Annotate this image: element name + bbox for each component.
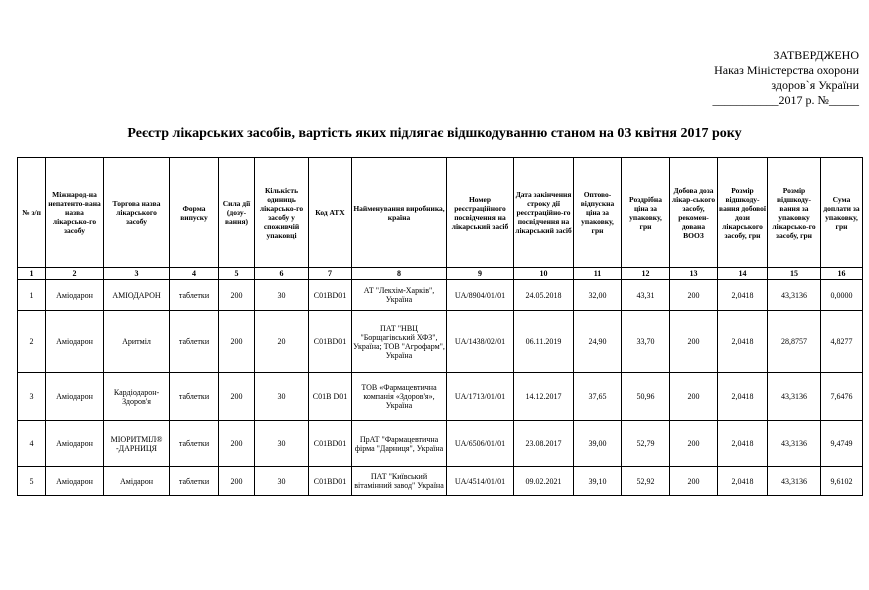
- table-cell: 14.12.2017: [514, 373, 574, 421]
- table-cell: 52,79: [622, 421, 670, 467]
- column-number-cell: 16: [821, 268, 863, 280]
- column-number-cell: 13: [670, 268, 718, 280]
- header-cell: Роздрібна ціна за упаковку, грн: [622, 158, 670, 268]
- table-cell: МІОРИТМІЛ® -ДАРНИЦЯ: [104, 421, 170, 467]
- table-cell: UA/4514/01/01: [447, 467, 514, 496]
- table-cell: 2: [18, 311, 46, 373]
- table-cell: 2,0418: [718, 373, 768, 421]
- table-cell: таблетки: [170, 421, 219, 467]
- table-cell: АМІОДАРОН: [104, 280, 170, 311]
- table-cell: 30: [255, 467, 309, 496]
- table-cell: 50,96: [622, 373, 670, 421]
- table-cell: 7,6476: [821, 373, 863, 421]
- table-cell: 9,4749: [821, 421, 863, 467]
- table-cell: 4: [18, 421, 46, 467]
- header-cell: Оптово-відпускна ціна за упаковку, грн: [574, 158, 622, 268]
- document-title: Реєстр лікарських засобів, вартість яких підлягає відшкодуванню станом на 03 квітня 2017 року: [127, 126, 742, 141]
- table-cell: 39,00: [574, 421, 622, 467]
- table-cell: 200: [219, 280, 255, 311]
- column-number-cell: 8: [352, 268, 447, 280]
- table-cell: 33,70: [622, 311, 670, 373]
- column-number-cell: 12: [622, 268, 670, 280]
- column-number-cell: 9: [447, 268, 514, 280]
- table-cell: UA/6506/01/01: [447, 421, 514, 467]
- table-cell: Аміодарон: [46, 467, 104, 496]
- table-cell: 200: [219, 421, 255, 467]
- table-cell: 200: [219, 373, 255, 421]
- table-cell: UA/1438/02/01: [447, 311, 514, 373]
- table-cell: 32,00: [574, 280, 622, 311]
- column-number-cell: 7: [309, 268, 352, 280]
- header-cell: Розмір відшкоду-вання добової дози лікарського засобу, грн: [718, 158, 768, 268]
- table-cell: 200: [670, 421, 718, 467]
- table-cell: UA/1713/01/01: [447, 373, 514, 421]
- header-cell: Торгова назва лікарського засобу: [104, 158, 170, 268]
- table-cell: 200: [670, 467, 718, 496]
- column-number-cell: 15: [768, 268, 821, 280]
- approval-line-1: ЗАТВЕРДЖЕНО: [773, 48, 859, 62]
- table-cell: 43,3136: [768, 467, 821, 496]
- table-cell: 0,0000: [821, 280, 863, 311]
- table-cell: 2,0418: [718, 280, 768, 311]
- table-cell: 39,10: [574, 467, 622, 496]
- table-cell: 24,90: [574, 311, 622, 373]
- table-cell: 2,0418: [718, 311, 768, 373]
- table-cell: 2,0418: [718, 421, 768, 467]
- header-cell: № з/п: [18, 158, 46, 268]
- header-cell: Дата закінчення строку дії реєстраційно-го посвідчення на лікарський засіб: [514, 158, 574, 268]
- table-cell: 09.02.2021: [514, 467, 574, 496]
- header-cell: Номер реєстраційного посвідчення на лікарський засіб: [447, 158, 514, 268]
- approval-line-4: ___________2017 р. №_____: [712, 93, 859, 107]
- approval-block: [713, 48, 859, 108]
- table-cell: C01BD01: [309, 467, 352, 496]
- table-cell: 28,8757: [768, 311, 821, 373]
- table-cell: 43,3136: [768, 280, 821, 311]
- table-cell: 3: [18, 373, 46, 421]
- header-cell: Кількість одиниць лікарсько-го засобу у споживчій упаковці: [255, 158, 309, 268]
- table-cell: 200: [670, 373, 718, 421]
- header-cell: Найменування виробника, країна: [352, 158, 447, 268]
- header-cell: Добова доза лікар-ського засобу, рекомен-дована ВООЗ: [670, 158, 718, 268]
- column-number-cell: 14: [718, 268, 768, 280]
- approval-line-3: здоров`я України: [771, 78, 859, 92]
- table-cell: 4,8277: [821, 311, 863, 373]
- header-cell: Розмір відшкоду-вання за упаковку лікарсько-го засобу, грн: [768, 158, 821, 268]
- table-cell: 200: [219, 467, 255, 496]
- table-cell: C01B D01: [309, 373, 352, 421]
- table-cell: C01BD01: [309, 421, 352, 467]
- table-row: [18, 280, 863, 311]
- table-cell: Аміодарон: [46, 280, 104, 311]
- column-number-cell: 3: [104, 268, 170, 280]
- table-cell: 43,31: [622, 280, 670, 311]
- table-row: [18, 373, 863, 421]
- table-cell: Амідарон: [104, 467, 170, 496]
- column-number-cell: 4: [170, 268, 219, 280]
- table-cell: 52,92: [622, 467, 670, 496]
- table-cell: АТ "Лекхім-Харків", Україна: [352, 280, 447, 311]
- column-number-cell: 5: [219, 268, 255, 280]
- table-cell: 24.05.2018: [514, 280, 574, 311]
- header-cell: Код АТХ: [309, 158, 352, 268]
- table-cell: таблетки: [170, 373, 219, 421]
- header-cell: Сума доплати за упаковку, грн: [821, 158, 863, 268]
- table-cell: ПАТ "Київський вітамінний завод" Україна: [352, 467, 447, 496]
- table-cell: Аритміл: [104, 311, 170, 373]
- table-cell: ПАТ "НВЦ "Борщагівський ХФЗ", Україна; ТОВ "Агрофарм", Україна: [352, 311, 447, 373]
- column-number-row: [18, 268, 863, 280]
- column-number-cell: 6: [255, 268, 309, 280]
- table-cell: таблетки: [170, 280, 219, 311]
- table-cell: Кардіодарон-Здоров'я: [104, 373, 170, 421]
- header-cell: Міжнарод-на непатенто-вана назва лікарсько-го засобу: [46, 158, 104, 268]
- table-cell: 200: [670, 311, 718, 373]
- column-number-cell: 2: [46, 268, 104, 280]
- table-cell: C01BD01: [309, 311, 352, 373]
- table-cell: 37,65: [574, 373, 622, 421]
- table-cell: Аміодарон: [46, 311, 104, 373]
- table-cell: Аміодарон: [46, 421, 104, 467]
- table-cell: 06.11.2019: [514, 311, 574, 373]
- table-cell: 2,0418: [718, 467, 768, 496]
- table-cell: ПрАТ "Фармацевтична фірма "Дарниця", Україна: [352, 421, 447, 467]
- table-cell: ТОВ «Фармацевтична компанія «Здоров'я», Україна: [352, 373, 447, 421]
- table-cell: 30: [255, 373, 309, 421]
- column-number-cell: 11: [574, 268, 622, 280]
- table-cell: UA/8904/01/01: [447, 280, 514, 311]
- table-cell: 43,3136: [768, 421, 821, 467]
- column-number-cell: 10: [514, 268, 574, 280]
- table-cell: 20: [255, 311, 309, 373]
- table-cell: 43,3136: [768, 373, 821, 421]
- table-cell: 200: [670, 280, 718, 311]
- approval-line-2: Наказ Міністерства охорони: [714, 63, 859, 77]
- table-cell: Аміодарон: [46, 373, 104, 421]
- table-cell: таблетки: [170, 311, 219, 373]
- table-cell: 23.08.2017: [514, 421, 574, 467]
- table-cell: 30: [255, 280, 309, 311]
- header-row: [18, 158, 863, 268]
- column-number-cell: 1: [18, 268, 46, 280]
- table-cell: 30: [255, 421, 309, 467]
- table-cell: 9,6102: [821, 467, 863, 496]
- header-cell: Форма випуску: [170, 158, 219, 268]
- table-cell: 5: [18, 467, 46, 496]
- table-row: [18, 311, 863, 373]
- table-cell: 1: [18, 280, 46, 311]
- table-cell: 200: [219, 311, 255, 373]
- registry-table: [17, 157, 863, 496]
- table-cell: таблетки: [170, 467, 219, 496]
- table-row: [18, 421, 863, 467]
- header-cell: Сила дії (дозу-вання): [219, 158, 255, 268]
- table-row: [18, 467, 863, 496]
- table-cell: C01BD01: [309, 280, 352, 311]
